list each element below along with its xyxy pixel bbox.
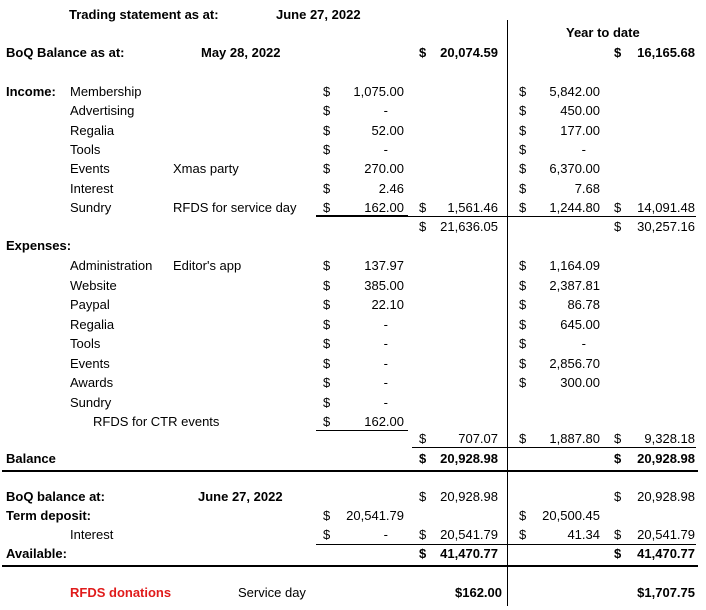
income-total-currency: $ (419, 200, 427, 215)
income-row-amount: 270.00 (364, 161, 404, 177)
income-row-currency: $ (323, 141, 331, 157)
expenses-row-amount: - (383, 375, 388, 390)
expenses-row-label: Paypal (70, 297, 110, 312)
expenses-row-label: Administration (70, 258, 153, 273)
term-deposit-ytd-amount: 20,500.45 (542, 508, 600, 523)
rfds-note: Service day (238, 585, 306, 600)
expenses-ytd-sub-currency: $ (519, 431, 527, 446)
term-deposit-rule (316, 544, 696, 545)
expenses-row-amount: 385.00 (364, 277, 404, 293)
expenses-row-label: RFDS for CTR events (93, 414, 220, 429)
income-total: 1,561.46 (447, 200, 498, 215)
boq-currency: $ (419, 489, 427, 504)
expenses-row-label: Events (70, 355, 110, 371)
balance-double-rule (2, 470, 698, 472)
expenses-total-currency: $ (419, 431, 427, 446)
expenses-row-amount: - (383, 355, 388, 371)
expenses-row-label: Awards (70, 375, 114, 390)
expenses-row-currency: $ (323, 375, 331, 390)
ytd-column-divider (507, 20, 508, 606)
expenses-ytd-sub: 1,887.80 (549, 431, 600, 446)
income-row-ytd-currency: $ (519, 199, 527, 215)
ytd-heading: Year to date (566, 25, 640, 40)
opening-ytd-currency: $ (614, 45, 622, 60)
income-row-currency: $ (323, 199, 331, 215)
opening-currency: $ (419, 45, 427, 60)
expenses-row-currency: $ (323, 297, 331, 312)
income-row-ytd-currency: $ (519, 84, 527, 99)
income-row-label: Sundry (70, 199, 112, 215)
expenses-row-currency: $ (323, 355, 331, 371)
expenses-row-currency: $ (323, 414, 331, 429)
term-deposit-amount: 20,541.79 (346, 508, 404, 523)
expenses-row-ytd-currency: $ (519, 355, 527, 371)
available-ytd-currency: $ (614, 546, 622, 561)
available-double-rule (2, 565, 698, 567)
income-row-ytd: 5,842.00 (549, 84, 600, 99)
available-ytd-amount: 41,470.77 (637, 546, 695, 561)
expenses-row-amount: - (383, 336, 388, 351)
expenses-total: 707.07 (458, 431, 498, 446)
interest-ytd: 41.34 (567, 527, 600, 542)
income-row-currency: $ (323, 161, 331, 177)
expenses-heading: Expenses: (6, 238, 72, 253)
expenses-row-ytd: 2,387.81 (549, 277, 600, 293)
expenses-row-currency: $ (323, 258, 331, 273)
income-row-currency: $ (323, 103, 331, 119)
statement-title: Trading statement as at: (69, 7, 219, 22)
expenses-row-currency: $ (323, 277, 331, 293)
income-row-currency: $ (323, 180, 331, 196)
term-deposit-label: Term deposit: (6, 508, 91, 523)
expenses-row-amount: - (383, 394, 388, 410)
expenses-row-amount: 162.00 (364, 414, 404, 429)
expenses-ytd-total-currency: $ (614, 431, 622, 446)
boq-date: June 27, 2022 (198, 489, 283, 504)
boq-label: BoQ balance at: (6, 489, 105, 504)
balance-amount: 20,928.98 (440, 451, 498, 466)
income-row-ytd: 177.00 (560, 122, 600, 138)
income-row-amount: - (383, 141, 388, 157)
interest-currency: $ (323, 527, 331, 542)
expenses-row-label: Website (70, 277, 117, 293)
expenses-row-ytd-currency: $ (519, 316, 527, 332)
expenses-ytd-total: 9,328.18 (644, 431, 695, 446)
expenses-row-ytd: 86.78 (567, 297, 600, 312)
income-row-ytd-currency: $ (519, 122, 527, 138)
expenses-row-ytd-currency: $ (519, 336, 527, 351)
income-rule (316, 216, 696, 217)
income-row-amount: 1,075.00 (353, 84, 404, 99)
expenses-row-ytd-currency: $ (519, 277, 527, 293)
expenses-row-currency: $ (323, 394, 331, 410)
opening-date: May 28, 2022 (201, 45, 281, 60)
interest-amount: - (383, 527, 388, 542)
interest-ytd-total-currency: $ (614, 527, 622, 542)
balance-currency: $ (419, 451, 427, 466)
term-deposit-currency: $ (323, 508, 331, 523)
income-row-ytd: 1,244.80 (549, 199, 600, 215)
income-running-currency: $ (419, 219, 427, 234)
income-ytd-total-currency: $ (614, 200, 622, 215)
rfds-label: RFDS donations (70, 585, 172, 600)
rfds-amount: $162.00 (455, 585, 502, 600)
balance-top-rule (412, 447, 696, 448)
income-row-ytd-currency: $ (519, 141, 527, 157)
interest-ytd-currency: $ (519, 527, 527, 542)
expenses-row-ytd: 2,856.70 (549, 355, 600, 371)
expenses-row-ytd: 300.00 (560, 375, 600, 390)
expenses-row-label: Tools (70, 336, 101, 351)
income-heading: Income: (6, 84, 56, 99)
opening-label: BoQ Balance as at: (6, 45, 125, 60)
income-row-amount: 52.00 (371, 122, 404, 138)
opening-ytd-amount: 16,165.68 (637, 45, 695, 60)
expenses-row-ytd: 645.00 (560, 316, 600, 332)
available-label: Available: (6, 546, 67, 561)
income-ytd-running: 30,257.16 (637, 219, 695, 234)
income-row-amount: - (383, 103, 388, 119)
rfds-ytd-amount: $1,707.75 (637, 585, 695, 600)
boq-ytd-amount: 20,928.98 (637, 489, 695, 504)
income-row-ytd-currency: $ (519, 180, 527, 196)
expenses-row-ytd-currency: $ (519, 258, 527, 273)
boq-ytd-currency: $ (614, 489, 622, 504)
available-amount: 41,470.77 (440, 546, 498, 561)
income-ytd-total: 14,091.48 (637, 200, 695, 215)
income-row-ytd-currency: $ (519, 161, 527, 177)
income-row-amount: 2.46 (378, 180, 404, 196)
expenses-row-ytd-currency: $ (519, 297, 527, 312)
interest-total: 20,541.79 (440, 527, 498, 542)
income-ytd-running-currency: $ (614, 219, 622, 234)
available-currency: $ (419, 546, 427, 561)
income-row-label: Interest (70, 180, 114, 196)
income-row-ytd: 6,370.00 (549, 161, 600, 177)
balance-label: Balance (6, 451, 56, 466)
balance-ytd-amount: 20,928.98 (637, 451, 695, 466)
expenses-row-ytd: 1,164.09 (549, 258, 600, 273)
income-row-note: Xmas party (173, 161, 239, 177)
expenses-row-ytd-currency: $ (519, 375, 527, 390)
opening-amount: 20,074.59 (440, 45, 498, 60)
boq-amount: 20,928.98 (440, 489, 498, 504)
expenses-rule (316, 430, 408, 431)
income-row-label: Events (70, 161, 110, 177)
expenses-row-note: Editor's app (173, 258, 242, 273)
income-row-currency: $ (323, 122, 331, 138)
interest-label: Interest (70, 527, 114, 542)
income-row-note: RFDS for service day (173, 199, 297, 215)
expenses-row-amount: 137.97 (364, 258, 404, 273)
income-row-label: Regalia (70, 122, 115, 138)
income-row-label: Membership (70, 84, 142, 99)
income-row-label: Advertising (70, 103, 135, 119)
income-row-currency: $ (323, 84, 331, 99)
income-row-ytd: 7.68 (574, 180, 600, 196)
income-row-ytd-currency: $ (519, 103, 527, 119)
expenses-row-label: Sundry (70, 394, 112, 410)
expenses-row-currency: $ (323, 336, 331, 351)
expenses-row-amount: 22.10 (371, 297, 404, 312)
income-row-amount: 162.00 (364, 199, 404, 215)
income-row-ytd: - (581, 141, 586, 157)
term-deposit-ytd-currency: $ (519, 508, 527, 523)
statement-date: June 27, 2022 (276, 7, 361, 22)
expenses-row-ytd: - (581, 336, 586, 351)
expenses-row-currency: $ (323, 316, 331, 332)
expenses-row-amount: - (383, 316, 388, 332)
income-row-ytd: 450.00 (560, 103, 600, 119)
income-row-label: Tools (70, 141, 101, 157)
expenses-row-label: Regalia (70, 316, 115, 332)
income-running: 21,636.05 (440, 219, 498, 234)
interest-total-currency: $ (419, 527, 427, 542)
interest-ytd-total: 20,541.79 (637, 527, 695, 542)
balance-ytd-currency: $ (614, 451, 622, 466)
